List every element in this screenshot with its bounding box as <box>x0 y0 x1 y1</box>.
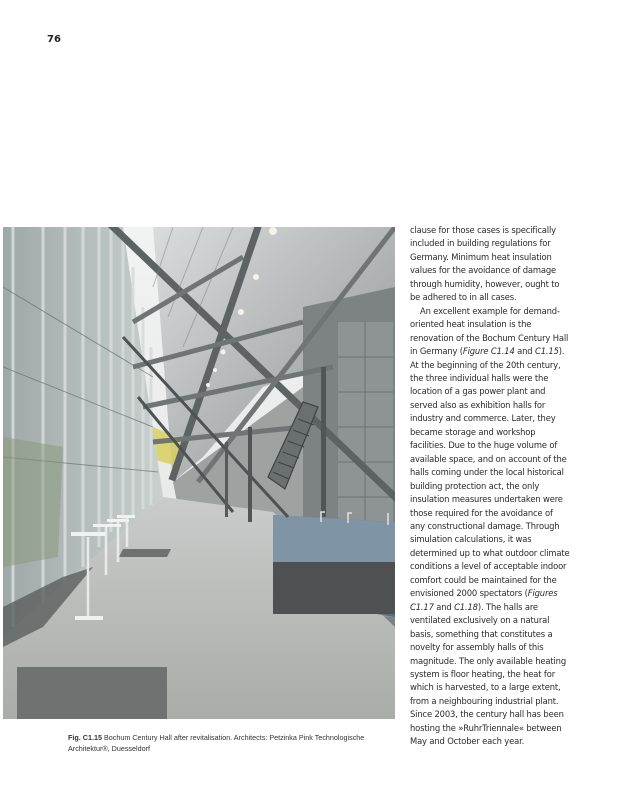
page-number: 76 <box>47 34 61 45</box>
figure-reference: Figures C1.17 <box>410 588 558 612</box>
paragraph-1: clause for those cases is specifically included in building regulations for Germany. Minimum heat insulation values for the avoidance of damage through humidity, however, ought to be adhered to in all cases. <box>410 225 560 303</box>
figure-caption <box>68 732 386 754</box>
figure-reference: C1.15 <box>535 346 559 357</box>
paragraph-2-text-c: ). At the beginning of the 20th century, the three individual halls were the location of a gas power plant and served also as exhibition halls for industry and commerce. Later, they became storage and workshop facilities. Due to the huge volume of available space, and on account of the halls coming under the local historical building protection act, the only insulation measures undertaken were those required for the avoidance of any constructional damage. Through simulation calculations, it was determined up to what outdoor climate conditions a level of acceptable indoor comfort could be maintained for the envisioned 2000 spectators ( <box>410 346 570 599</box>
figure-photo <box>3 227 395 719</box>
body-text-column <box>410 224 570 749</box>
hall-interior-image <box>3 227 395 719</box>
paragraph-2-text-b: and <box>514 346 535 357</box>
figure-reference: C1.18 <box>454 601 478 612</box>
figure-caption-text: Bochum Century Hall after revitalisation. Architects: Petzinka Pink Technologische Architektur®, Duesseldorf <box>68 733 365 753</box>
paragraph-2-text-d: and <box>433 601 455 612</box>
paragraph-2-text-e: ). The halls are ventilated exclusively on a natural basis, something that constitutes a novelty for assembly halls of this magnitude. The only available heating system is floor heating, the heat for which is harvested, to a large extent, from a neighbouring industrial plant. Since 2003, the century hall has been hosting the »RuhrTriennale« between May and October each year. <box>410 601 566 747</box>
figure-reference: Figure C1.14 <box>462 346 515 357</box>
paragraph-2-text-a: An excellent example for demand-oriented heat insulation is the renovation of the Bochum Century Hall in Germany ( <box>410 305 569 357</box>
figure-label: Fig. C1.15 <box>68 733 102 742</box>
paragraph-2 <box>410 305 570 749</box>
